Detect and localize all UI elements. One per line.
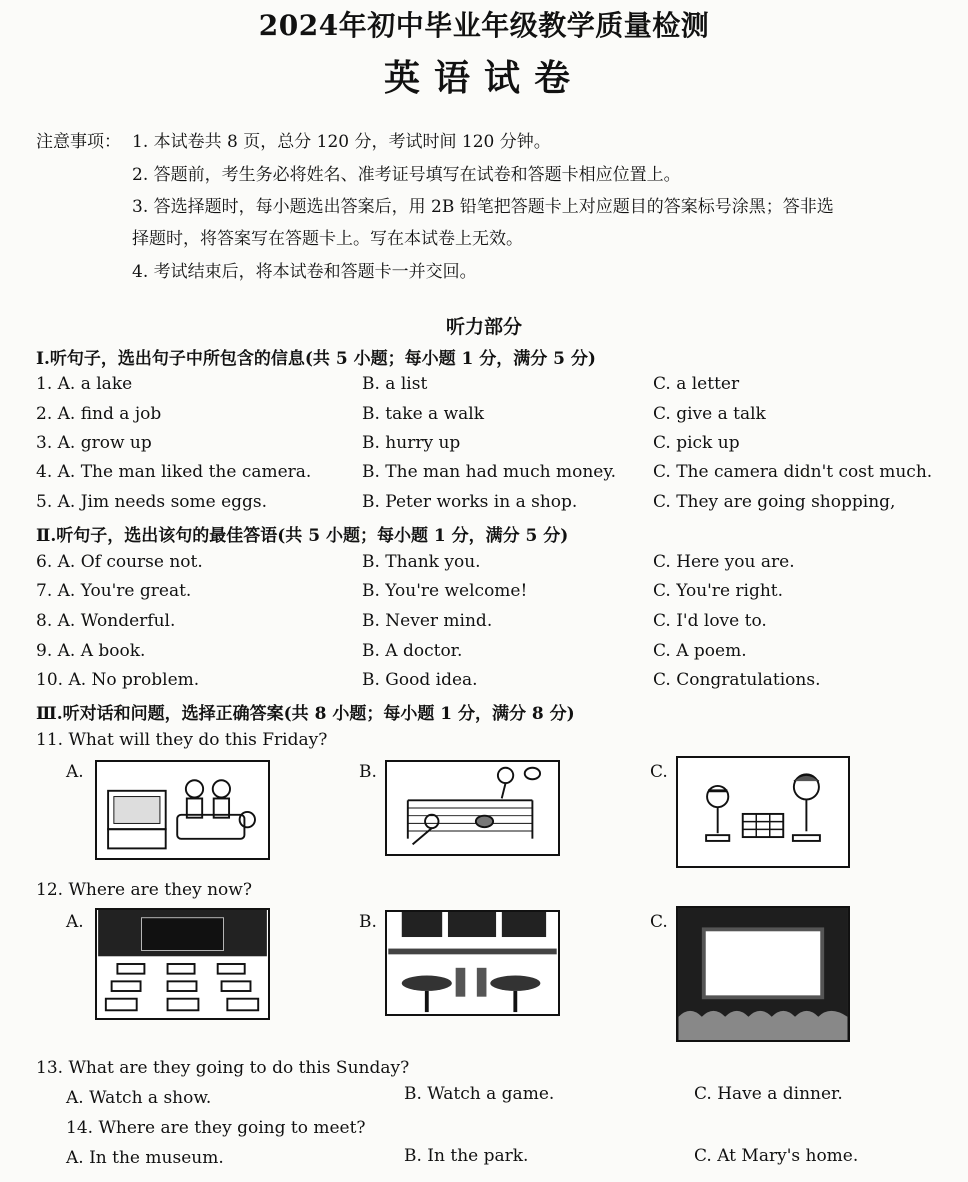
q6-option-b: B. Thank you. [362,552,481,572]
q3-option-c: C. pick up [653,433,740,453]
q5-option-a: 5. A. Jim needs some eggs. [36,492,268,512]
q11-text: 11. What will they do this Friday? [36,730,328,750]
part1-heading: Ⅰ.听句子，选出句子中所包含的信息(共 5 小题；每小题 1 分，满分 5 分) [36,349,596,369]
cinema-scene-icon [678,908,848,1040]
q12-picture-b-restaurant [385,910,560,1016]
q12-text: 12. Where are they now? [36,880,252,900]
q3-option-b: B. hurry up [362,433,461,453]
q3-option-a: 3. A. grow up [36,433,152,453]
exam-title: 2024年初中毕业年级教学质量检测 [258,9,710,42]
tennis-scene-icon [387,762,558,854]
note-item-3-cont: 择题时，将答案写在答题卡上。写在本试卷上无效。 [132,229,523,249]
q14-option-a: A. In the museum. [66,1148,224,1168]
notes-label: 注意事项： [36,132,121,152]
q11-picture-a-watch-tv [95,760,270,860]
q9-option-b: B. A doctor. [362,641,463,661]
q12-picture-c-cinema [676,906,850,1042]
q11-label-b: B. [359,762,377,782]
q8-option-a: 8. A. Wonderful. [36,611,176,631]
part3-heading: Ⅲ.听对话和问题，选择正确答案(共 8 小题；每小题 1 分，满分 8 分) [36,704,575,724]
q1-option-b: B. a list [362,374,428,394]
q6-option-c: C. Here you are. [653,552,795,572]
q9-option-a: 9. A. A book. [36,641,146,661]
q10-option-c: C. Congratulations. [653,670,821,690]
tv-scene-icon [97,762,268,858]
q10-option-a: 10. A. No problem. [36,670,200,690]
q7-option-a: 7. A. You're great. [36,581,192,601]
note-item-3: 3. 答选择题时，每小题选出答案后，用 2B 铅笔把答题卡上对应题目的答案标号涂黑；答非选 [132,197,834,217]
q5-option-b: B. Peter works in a shop. [362,492,578,512]
q14-option-c: C. At Mary's home. [694,1146,859,1166]
q12-picture-a-classroom [95,908,270,1020]
q13-option-c: C. Have a dinner. [694,1084,843,1104]
q7-option-b: B. You're welcome! [362,581,528,601]
note-item-4: 4. 考试结束后，将本试卷和答题卡一并交回。 [132,262,477,282]
q1-option-a: 1. A. a lake [36,374,133,394]
q13-text: 13. What are they going to do this Sunday? [36,1058,410,1078]
note-item-2: 2. 答题前，考生务必将姓名、准考证号填写在试卷和答题卡相应位置上。 [132,165,681,185]
q12-label-a: A. [66,912,84,932]
q7-option-c: C. You're right. [653,581,784,601]
q4-option-a: 4. A. The man liked the camera. [36,462,312,482]
q5-option-c: C. They are going shopping, [653,492,896,512]
q2-option-a: 2. A. find a job [36,404,162,424]
q13-option-a: A. Watch a show. [66,1088,212,1108]
q12-label-c: C. [650,912,668,932]
q11-picture-c-play-chess [676,756,850,868]
q13-option-b: B. Watch a game. [404,1084,555,1104]
q12-label-b: B. [359,912,377,932]
q11-label-a: A. [66,762,84,782]
q1-option-c: C. a letter [653,374,740,394]
subject-title: 英语试卷 [383,57,584,99]
q2-option-c: C. give a talk [653,404,766,424]
classroom-scene-icon [97,910,268,1018]
q4-option-b: B. The man had much money. [362,462,617,482]
q11-label-c: C. [650,762,668,782]
q9-option-c: C. A poem. [653,641,747,661]
listening-title: 听力部分 [445,316,522,338]
q14-option-b: B. In the park. [404,1146,529,1166]
q2-option-b: B. take a walk [362,404,484,424]
chess-scene-icon [678,758,848,866]
q10-option-b: B. Good idea. [362,670,478,690]
q6-option-a: 6. A. Of course not. [36,552,203,572]
q4-option-c: C. The camera didn't cost much. [653,462,933,482]
q8-option-b: B. Never mind. [362,611,493,631]
q11-picture-b-play-tennis [385,760,560,856]
part2-heading: Ⅱ.听句子，选出该句的最佳答语(共 5 小题；每小题 1 分，满分 5 分) [36,526,569,546]
q8-option-c: C. I'd love to. [653,611,767,631]
note-item-1: 1. 本试卷共 8 页，总分 120 分，考试时间 120 分钟。 [132,132,551,152]
restaurant-scene-icon [387,912,558,1014]
q14-text: 14. Where are they going to meet? [66,1118,366,1138]
